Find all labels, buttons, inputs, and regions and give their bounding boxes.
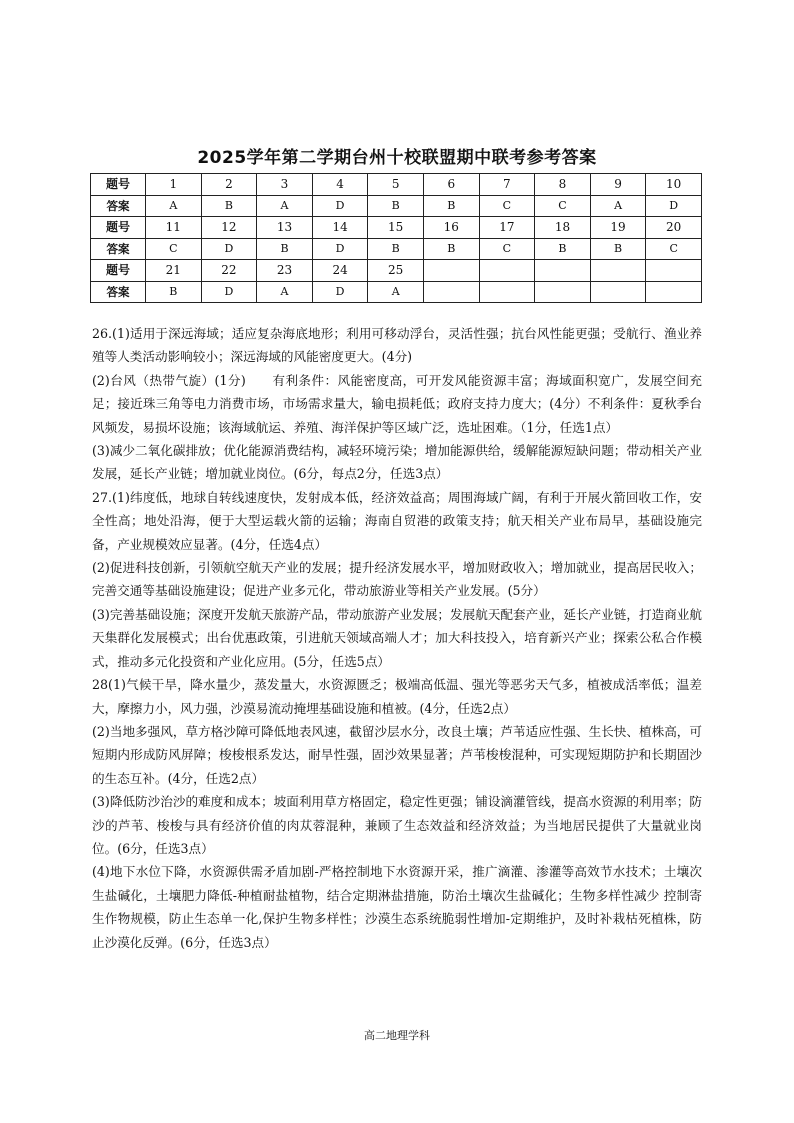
question-label-cell: 题号: [91, 260, 146, 282]
question-number-row: [91, 217, 702, 239]
answer-row: [91, 195, 702, 217]
answer-cell: B: [368, 195, 424, 217]
question-number-cell: 19: [590, 217, 646, 239]
question-number-cell: 9: [590, 174, 646, 196]
question-number-cell: 15: [368, 217, 424, 239]
answer-row: [91, 238, 702, 260]
answer-label-cell: 答案: [91, 195, 146, 217]
answer-cell: B: [423, 195, 479, 217]
paragraph-28-1: 28(1)气候干旱，降水量少，蒸发量大，水资源匮乏；极端高低温、强光等恶劣天气多，植被成活率低；温差大，摩擦力小，风力强，沙漠易流动掩埋基础设施和植被。(4分，任选2点）: [92, 677, 702, 716]
answer-cell: B: [146, 281, 202, 303]
answer-cell: [423, 281, 479, 303]
answer-cell: B: [590, 238, 646, 260]
question-number-cell: 10: [646, 174, 702, 196]
answer-cell: B: [368, 238, 424, 260]
answer-row: [91, 281, 702, 303]
question-number-cell: 5: [368, 174, 424, 196]
question-number-cell: 6: [423, 174, 479, 196]
paragraph-26-2: (2)台风（热带气旋）(1分) 有利条件：风能密度高，可开发风能资源丰富；海域面积宽广，发展空间充足；接近珠三角等电力消费市场，市场需求量大，输电损耗低；政府支持力度大；(4分）不利条件：夏秋季台风频发，易损坏设施；该海域航运、养殖、海洋保护等区域广泛，选址困难。（1分，任选1点）: [92, 372, 702, 435]
paragraph-26-1: 26.(1)适用于深远海域；适应复杂海底地形；利用可移动浮台，灵活性强；抗台风性能更强；受航行、渔业养殖等人类活动影响较小；深远海域的风能密度更大。(4分): [92, 326, 702, 365]
answer-cell: A: [257, 195, 313, 217]
answer-cell: B: [201, 195, 257, 217]
paragraph-26-3: (3)减少二氧化碳排放；优化能源消费结构，减轻环境污染；增加能源供给，缓解能源短缺问题；带动相关产业发展，延长产业链；增加就业岗位。(6分，每点2分，任选3点）: [92, 443, 702, 482]
answer-cell: D: [312, 281, 368, 303]
question-number-cell: 18: [535, 217, 591, 239]
answer-cell: A: [590, 195, 646, 217]
question-number-row: [91, 260, 702, 282]
paragraph-27-1: 27.(1)纬度低，地球自转线速度快，发射成本低，经济效益高；周围海域广阔，有利于开展火箭回收工作，安全性高；地处沿海，便于大型运载火箭的运输；海南自贸港的政策支持；航天相关产业布局早，基础设施完备，产业规模效应显著。(4分，任选4点）: [92, 489, 702, 552]
answer-table: [90, 173, 702, 303]
answer-cell: C: [479, 195, 535, 217]
question-number-cell: 11: [146, 217, 202, 239]
answer-cell: [646, 281, 702, 303]
question-number-cell: 8: [535, 174, 591, 196]
question-number-cell: [479, 260, 535, 282]
question-number-cell: 3: [257, 174, 313, 196]
answer-cell: C: [146, 238, 202, 260]
question-number-cell: 17: [479, 217, 535, 239]
answer-cell: B: [257, 238, 313, 260]
answer-cell: C: [535, 195, 591, 217]
question-number-cell: 7: [479, 174, 535, 196]
paragraph-28-3: (3)降低防沙治沙的难度和成本；坡面利用草方格固定，稳定性更强；铺设滴灌管线，提高水资源的利用率；防沙的芦苇、梭梭与具有经济价值的肉苁蓉混种，兼顾了生态效益和经济效益；为当地居民提供了大量就业岗位。(6分，任选3点）: [92, 794, 702, 856]
question-number-row: [91, 174, 702, 196]
question-number-cell: 25: [368, 260, 424, 282]
question-number-cell: 4: [312, 174, 368, 196]
question-number-cell: 1: [146, 174, 202, 196]
answer-label-cell: 答案: [91, 238, 146, 260]
question-number-cell: 23: [257, 260, 313, 282]
answer-cell: C: [646, 238, 702, 260]
answer-cell: A: [368, 281, 424, 303]
answer-text: [92, 322, 702, 954]
answer-cell: D: [646, 195, 702, 217]
question-number-cell: 12: [201, 217, 257, 239]
question-number-cell: 13: [257, 217, 313, 239]
question-number-cell: 16: [423, 217, 479, 239]
answer-cell: C: [479, 238, 535, 260]
answer-cell: [535, 281, 591, 303]
question-number-cell: 21: [146, 260, 202, 282]
question-label-cell: 题号: [91, 217, 146, 239]
paragraph-28-4: (4)地下水位下降，水资源供需矛盾加剧-严格控制地下水资源开采，推广滴灌、渗灌等高效节水技术；土壤次生盐碱化，土壤肥力降低-种植耐盐植物，结合定期淋盐措施，防治土壤次生盐碱化；生物多样性减少 控制寄生作物规模，防止生态单一化,保护生物多样性；沙漠生态系统脆弱性增加-定期维护，及时补栽枯死植株，防止沙漠化反弹。(6分，任选3点）: [92, 864, 702, 950]
answer-cell: B: [423, 238, 479, 260]
question-number-cell: 14: [312, 217, 368, 239]
page-title: 2025学年第二学期台州十校联盟期中联考参考答案: [197, 148, 597, 168]
paragraph-27-2: (2)促进科技创新，引领航空航天产业的发展；提升经济发展水平，增加财政收入；增加就业，提高居民收入；完善交通等基础设施建设；促进产业多元化，带动旅游业等相关产业发展。(5分）: [92, 560, 702, 599]
paragraph-28-2: (2)当地多强风，草方格沙障可降低地表风速，截留沙层水分，改良土壤；芦苇适应性强、生长快、植株高，可短期内形成防风屏障；梭梭根系发达，耐旱性强，固沙效果显著；芦苇梭梭混种，可实现短期防护和长期固沙的生态互补。(4分，任选2点）: [92, 723, 702, 786]
answer-cell: B: [535, 238, 591, 260]
question-number-cell: [590, 260, 646, 282]
question-number-cell: [646, 260, 702, 282]
answer-label-cell: 答案: [91, 281, 146, 303]
answer-cell: A: [146, 195, 202, 217]
question-label-cell: 题号: [91, 174, 146, 196]
question-number-cell: 2: [201, 174, 257, 196]
question-number-cell: 24: [312, 260, 368, 282]
answer-cell: A: [257, 281, 313, 303]
question-number-cell: [535, 260, 591, 282]
answer-cell: D: [201, 238, 257, 260]
paragraph-27-3: (3)完善基础设施；深度开发航天旅游产品，带动旅游产业发展；发展航天配套产业，延长产业链，打造商业航天集群化发展模式；出台优惠政策，引进航天领域高端人才；加大科技投入，培育新兴产业；探索公私合作模式，推动多元化投资和产业化应用。(5分，任选5点）: [92, 606, 702, 669]
page-footer: 高二地理学科: [364, 1029, 430, 1042]
answer-cell: D: [312, 238, 368, 260]
question-number-cell: 22: [201, 260, 257, 282]
answer-cell: D: [312, 195, 368, 217]
answer-cell: [479, 281, 535, 303]
answer-cell: [590, 281, 646, 303]
answer-cell: D: [201, 281, 257, 303]
question-number-cell: 20: [646, 217, 702, 239]
question-number-cell: [423, 260, 479, 282]
